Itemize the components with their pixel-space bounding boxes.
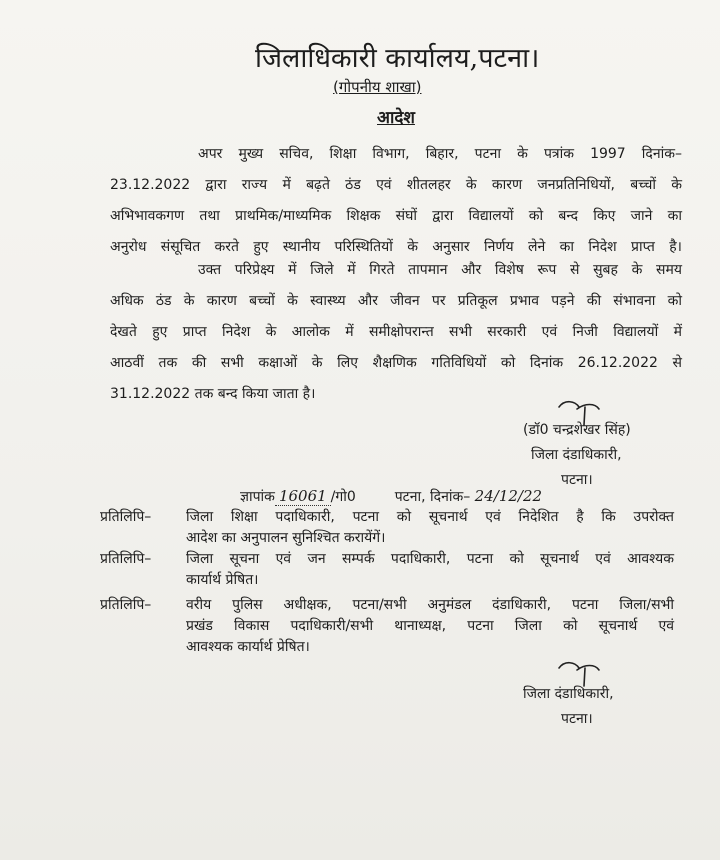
copy-text [186,595,674,658]
signatory-name: (डॉ0 चन्द्रशेखर सिंह) [523,422,631,438]
copy-label: प्रतिलिपि– [100,509,152,525]
paragraph-line: आठवीं तक की सभी कक्षाओं के लिए शैक्षणिक गतिविधियों को दिनांक 26.12.2022 से [110,355,682,371]
order-heading: आदेश [377,108,415,128]
memo-place-date-label: पटना, दिनांक– [394,489,471,505]
copy-line: कार्यार्थ प्रेषित। [186,572,259,588]
paragraph-line: 23.12.2022 द्वारा राज्य में बढ़ते ठंड एवं शीतलहर के कारण जनप्रतिनिधियों, बच्चों के [110,177,682,193]
paragraph-line: 31.12.2022 तक बन्द किया जाता है। [110,386,316,402]
memo-number: 16061 [275,487,331,506]
signatory-designation: जिला दंडाधिकारी, [531,447,622,463]
copy-line: आदेश का अनुपालन सुनिश्चित करायेंगें। [186,530,386,546]
copy-text [186,507,674,549]
signatory-place: पटना। [561,711,593,727]
memo-line [240,487,542,506]
copy-label: प्रतिलिपि– [100,551,152,567]
section-name: (गोपनीय शाखा) [333,78,422,96]
paragraph-line: अभिभावकगण तथा प्राथमिक/माध्यमिक शिक्षक संघों द्वारा विद्यालयों को बन्द किए जाने का [110,208,682,224]
signature-block-2 [523,682,614,732]
copy-line: आवश्यक कार्यार्थ प्रेषित। [186,639,310,655]
signature-block-1 [523,418,631,493]
memo-date: 24/12/22 [474,487,543,505]
signatory-designation: जिला दंडाधिकारी, [523,686,614,702]
paragraph-line: अधिक ठंड के कारण बच्चों के स्वास्थ्य और जीवन पर प्रतिकूल प्रभाव पड़ने की संभावना को [110,293,682,309]
signatory-place: पटना। [561,472,593,488]
copy-line: जिला सूचना एवं जन सम्पर्क पदाधिकारी, पटना को सूचनार्थ एवं आवश्यक [186,551,674,567]
paragraph-line: उक्त परिप्रेक्ष्य में जिले में गिरते तापमान और विशेष रूप से सुबह के समय [198,262,682,278]
memo-suffix: /गो0 [330,489,356,505]
copy-text [186,549,674,591]
paragraph-line: अनुरोध संसूचित करते हुए स्थानीय परिस्थितियों के अनुसार निर्णय लेने का निदेश प्राप्त है। [110,239,682,255]
order-paragraph-1 [110,139,682,263]
copy-line: वरीय पुलिस अधीक्षक, पटना/सभी अनुमंडल दंडाधिकारी, पटना जिला/सभी [186,597,674,613]
copy-line: प्रखंड विकास पदाधिकारी/सभी थानाध्यक्ष, पटना जिला को सूचनार्थ एवं [186,618,674,634]
copy-label: प्रतिलिपि– [100,597,152,613]
paragraph-line: अपर मुख्य सचिव, शिक्षा विभाग, बिहार, पटना के पत्रांक 1997 दिनांक– [198,146,682,162]
memo-label: ज्ञापांक [240,489,275,505]
paragraph-line: देखते हुए प्राप्त निदेश के आलोक में समीक्षोपरान्त सभी सरकारी एवं निजी विद्यालयों में [110,324,682,340]
office-title: जिलाधिकारी कार्यालय,पटना। [255,43,540,74]
order-paragraph-2 [110,255,682,410]
copy-line: जिला शिक्षा पदाधिकारी, पटना को सूचनार्थ एवं निदेशित है कि उपरोक्त [186,509,674,525]
